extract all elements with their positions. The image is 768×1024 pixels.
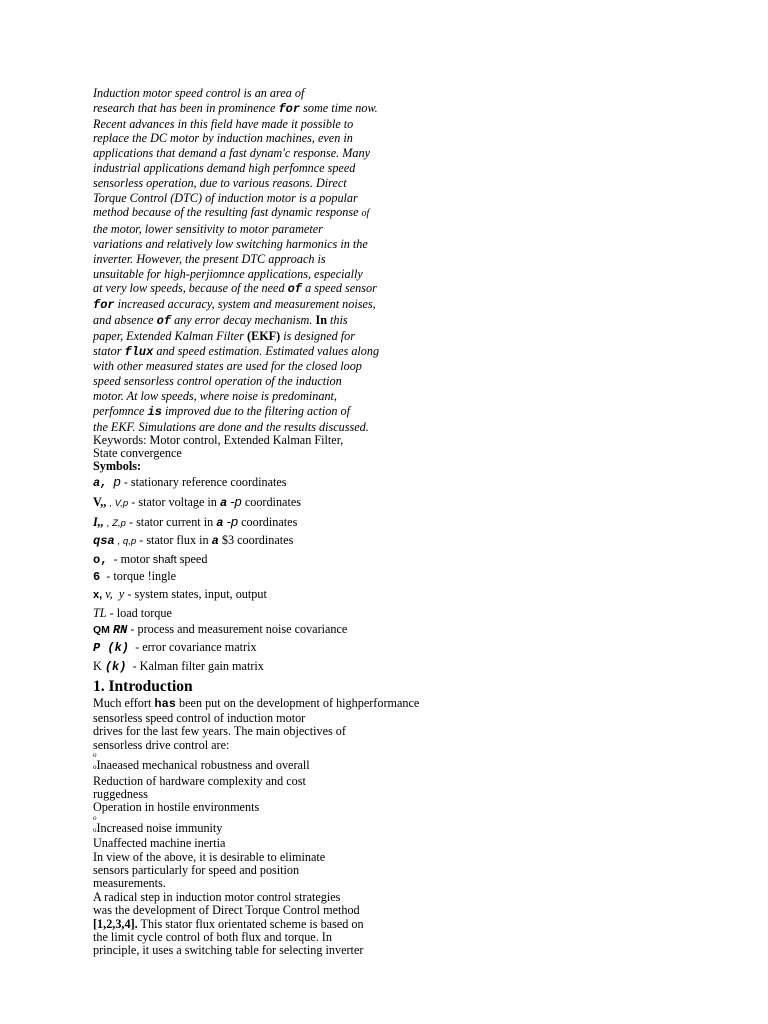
abstract-line: industrial applications demand high perfomnce speed [93, 160, 356, 175]
symbol-row: I,, , Z,p - stator current in a -p coordinates [93, 513, 298, 530]
symbol-row: TL - load torque [93, 605, 172, 620]
symbol-row: P (k) - error covariance matrix [93, 639, 257, 655]
abstract-line: variations and relatively low switching harmonics in the [93, 236, 368, 251]
body-line: In view of the above, it is desirable to eliminate [93, 849, 326, 864]
abstract-line: with other measured states are used for the closed loop [93, 359, 362, 374]
abstract-line: the motor, lower sensitivity to motor parameter [93, 222, 323, 237]
body-line: drives for the last few years. The main objectives of [93, 724, 346, 739]
bullet-sub: o [93, 763, 97, 772]
section-heading: 1. Introduction [93, 678, 193, 696]
abstract-line: stator flux and speed estimation. Estimated values along [93, 343, 380, 359]
bullet-item: o oInaeased mechanical robustness and overall [93, 752, 513, 774]
abstract-line: Recent advances in this field have made it possible to [93, 116, 354, 131]
symbols-list [93, 460, 513, 676]
abstract-line: Induction motor speed control is an area of [93, 86, 305, 100]
body-line: measurements. [93, 876, 166, 891]
keywords-line: Keywords: Motor control, Extended Kalman Filter, [93, 433, 344, 448]
abstract-line: perfomnce is improved due to the filtering action of [93, 403, 350, 419]
body-line: the limit cycle control of both flux and torque. In [93, 929, 332, 944]
abstract-line: for increased accuracy, system and measurement noises, [93, 297, 376, 313]
abstract-line: motor. At low speeds, where noise is predominant, [93, 388, 337, 403]
keywords [93, 434, 513, 460]
abstract-line: Torque Control (DTC) of induction motor is a popular [93, 190, 358, 205]
abstract-line: the EKF. Simulations are done and the results discussed. [93, 419, 369, 434]
abstract [93, 86, 513, 434]
abstract-line: sensorless operation, due to various reasons. Direct [93, 175, 347, 190]
symbol-row: V,, , V,p - stator voltage in a -p coordinates [93, 493, 301, 510]
symbol-row: 6 - torque !ingle [93, 568, 177, 584]
body-line: [1,2,3,4]. This stator flux orientated scheme is based on [93, 916, 364, 931]
abstract-line: speed sensorless control operation of the induction [93, 374, 342, 389]
abstract-line: replace the DC motor by induction machines, even in [93, 131, 353, 146]
body-line: principle, it uses a switching table for selecting inverter [93, 943, 364, 958]
bullet-mark: o [93, 813, 97, 822]
body-line: A radical step in induction motor control strategies [93, 889, 341, 904]
abstract-line: unsuitable for high-perjiomnce applications, especially [93, 266, 363, 281]
body-line: Much effort has been put on the development of highperformance [93, 696, 420, 712]
document-page [93, 86, 513, 958]
symbol-row: o, - motor shaft speed [93, 551, 208, 567]
symbol-row: QM RN - process and measurement noise covariance [93, 621, 348, 637]
abstract-line: and absence of any error decay mechanism. In this [93, 312, 348, 328]
keywords-line: State convergence [93, 446, 182, 461]
bullet-item: o oIncreased noise immunity [93, 815, 513, 837]
introduction-body [93, 697, 513, 957]
body-line: was the development of Direct Torque Control method [93, 903, 360, 918]
abstract-line: inverter. However, the present DTC approach is [93, 251, 326, 266]
bullet-sub: o [93, 825, 97, 834]
symbol-row: K (k) - Kalman filter gain matrix [93, 658, 264, 674]
abstract-line: research that has been in prominence for some time now. [93, 100, 378, 116]
abstract-line: method because of the resulting fast dynamic response of [93, 205, 370, 220]
body-line: Operation in hostile environments [93, 800, 260, 815]
symbols-heading: Symbols: [93, 459, 142, 474]
symbol-row: a, p - stationary reference coordinates [93, 474, 287, 491]
body-line: Reduction of hardware complexity and cost [93, 773, 306, 788]
body-line: ruggedness [93, 786, 148, 801]
abstract-line: at very low speeds, because of the need of a speed sensor [93, 281, 377, 297]
abstract-line: applications that demand a fast dynam'c response. Many [93, 146, 371, 161]
symbol-row: qsa , q,p - stator flux in a $3 coordinates [93, 533, 294, 549]
body-line: sensors particularly for speed and position [93, 862, 300, 877]
symbol-row: x, v, y - system states, input, output [93, 587, 267, 602]
body-line: sensorless speed control of induction motor [93, 710, 306, 725]
bullet-mark: o [93, 751, 97, 760]
body-line: Unaffected machine inertia [93, 836, 226, 851]
abstract-line: paper, Extended Kalman Filter (EKF) is designed for [93, 328, 356, 343]
body-line: sensorless drive control are: [93, 737, 230, 752]
